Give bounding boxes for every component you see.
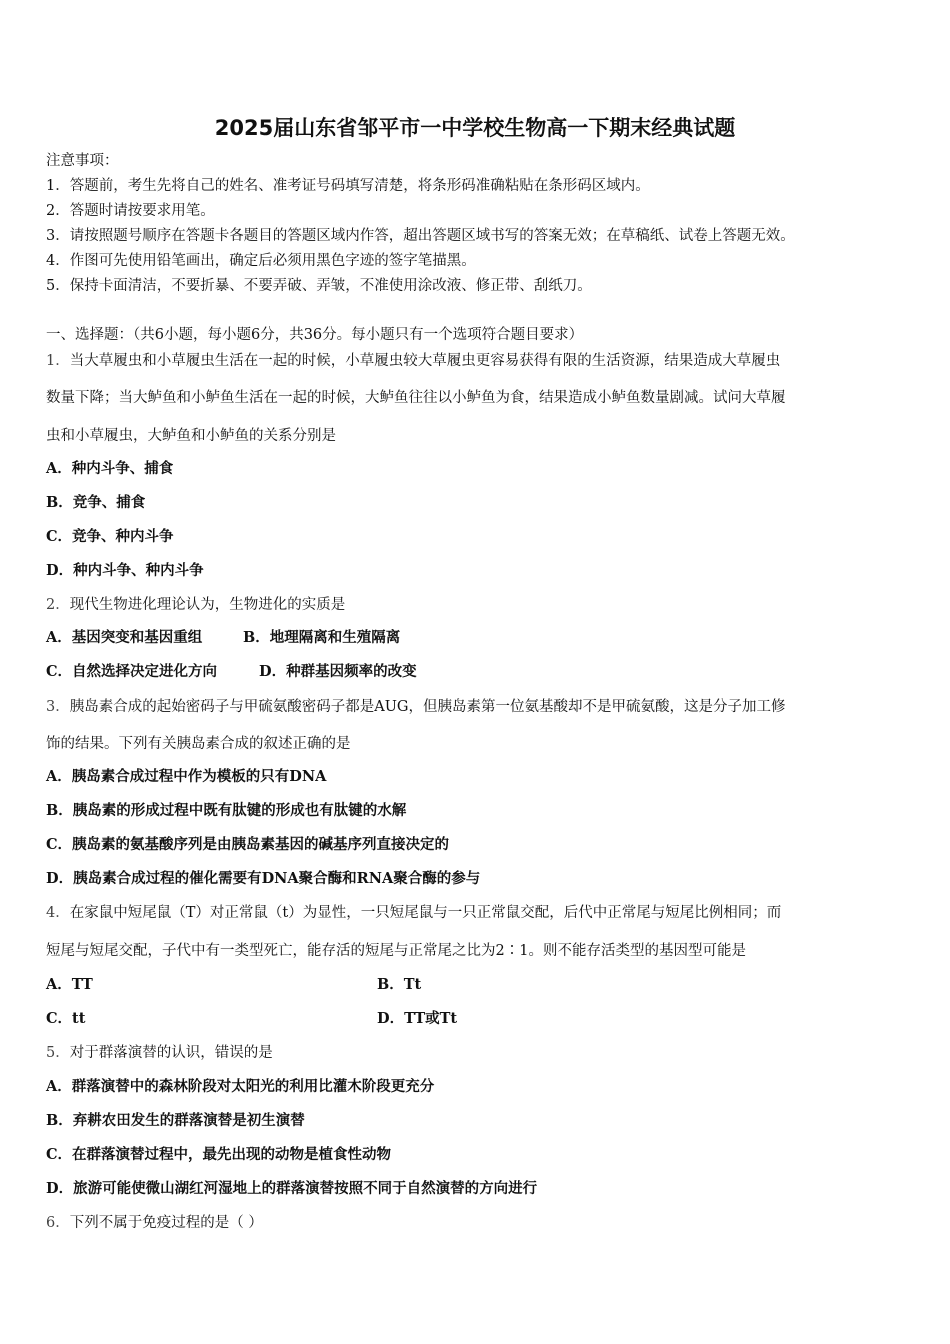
notice-item: 2．答题时请按要求用笔。 [46,203,215,219]
option-b: B．弃耕农田发生的群落演替是初生演替 [46,1112,305,1129]
question-2 [46,595,345,615]
section-heading: 一、选择题：（共6小题，每小题6分，共36分。每小题只有一个选项符合题目要求） [46,327,584,343]
question-5 [46,1043,273,1063]
option-d: D．TT或Tt [377,1010,458,1027]
question-number: 5． [46,1045,70,1061]
question-text: 当大草履虫和小草履虫生活在一起的时候，小草履虫较大草履虫更容易获得有限的生活资源，结果造成大草履虫 [69,353,781,369]
option-d: D．旅游可能使微山湖红河湿地上的群落演替按照不同于自然演替的方向进行 [46,1180,538,1197]
question-number: 1． [46,353,70,369]
question-4 [46,903,781,923]
option-c: C．自然选择决定进化方向 [46,663,218,680]
option-b: B．竞争、捕食 [46,494,146,511]
option-a: A．种内斗争、捕食 [46,460,174,477]
question-text: 现代生物进化理论认为，生物进化的实质是 [69,597,346,613]
notice-item: 5．保持卡面清洁，不要折暴、不要弄破、弄皱，不准使用涂改液、修正带、刮纸刀。 [46,278,592,294]
notice-item: 3．请按照题号顺序在答题卡各题目的答题区域内作答，超出答题区域书写的答案无效；在草稿纸、试卷上答题无效。 [46,228,795,244]
question-text: 虫和小草履虫，大鲈鱼和小鲈鱼的关系分别是 [46,428,336,444]
option-b: B．地理隔离和生殖隔离 [243,629,401,646]
question-text: 饰的结果。下列有关胰岛素合成的叙述正确的是 [46,736,351,752]
question-text: 胰岛素合成的起始密码子与甲硫氨酸密码子都是AUG，但胰岛素第一位氨基酸却不是甲硫氨酸，这是分子加工修 [69,699,786,715]
question-text: 对于群落演替的认识，错误的是 [69,1045,273,1061]
option-a: A．TT [46,976,93,993]
question-number: 2． [46,597,70,613]
option-a: A．胰岛素合成过程中作为模板的只有DNA [46,768,327,785]
option-d: D．种群基因频率的改变 [259,663,417,680]
option-a: A．基因突变和基因重组 [46,629,203,646]
question-text: 数量下降；当大鲈鱼和小鲈鱼生活在一起的时候，大鲈鱼往往以小鲈鱼为食，结果造成小鲈鱼数量剧减。试问大草履 [46,390,786,406]
option-c: C．tt [46,1010,86,1027]
option-c: C．在群落演替过程中，最先出现的动物是植食性动物 [46,1146,392,1163]
option-d: D．胰岛素合成过程的催化需要有DNA聚合酶和RNA聚合酶的参与 [46,870,481,887]
notice-item: 4．作图可先使用铅笔画出，确定后必须用黑色字迹的签字笔描黑。 [46,253,476,269]
notice-heading: 注意事项： [46,153,119,169]
question-number: 3． [46,699,70,715]
option-c: C．竞争、种内斗争 [46,528,174,545]
question-text: 在家鼠中短尾鼠（T）对正常鼠（t）为显性，一只短尾鼠与一只正常鼠交配，后代中正常尾与短尾比例相同；而 [69,905,782,921]
option-a: A．群落演替中的森林阶段对太阳光的利用比灌木阶段更充分 [46,1078,435,1095]
page-title: 2025届山东省邹平市一中学校生物高一下期末经典试题 [214,116,736,140]
notice-item: 1．答题前，考生先将自己的姓名、准考证号码填写清楚，将条形码准确粘贴在条形码区域内。 [46,178,650,194]
question-text: 短尾与短尾交配，子代中有一类型死亡，能存活的短尾与正常尾之比为2∶1。则不能存活类型的基因型可能是 [46,943,746,959]
option-b: B．Tt [377,976,422,993]
option-b: B．胰岛素的形成过程中既有肽键的形成也有肽键的水解 [46,802,407,819]
question-number: 4． [46,905,70,921]
question-3 [46,697,786,717]
question-number: 6． [46,1215,70,1231]
question-1 [46,351,780,371]
option-d: D．种内斗争、种内斗争 [46,562,204,579]
question-6 [46,1213,263,1233]
question-text: 下列不属于免疫过程的是（ ） [69,1215,263,1231]
option-c: C．胰岛素的氨基酸序列是由胰岛素基因的碱基序列直接决定的 [46,836,450,853]
